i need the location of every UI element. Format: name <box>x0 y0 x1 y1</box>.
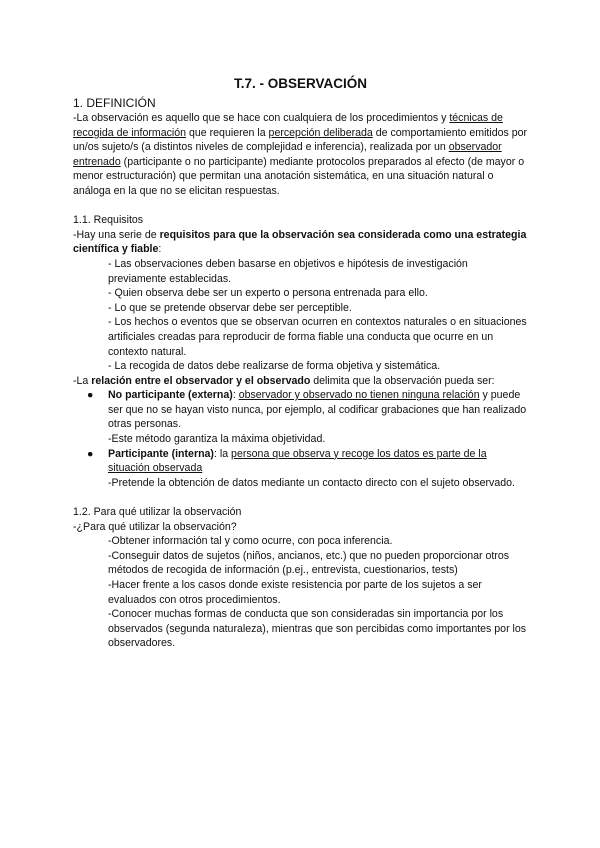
requisito-item: - Lo que se pretende observar debe ser perceptible. <box>108 301 352 314</box>
bullet-icon: ● <box>87 447 94 460</box>
definition-underline-observador: observador entrenado <box>73 141 502 168</box>
para-que-list <box>73 534 528 651</box>
bullet-icon: ● <box>87 389 94 402</box>
para-que-item: -Conseguir datos de sujetos (niños, ancianos, etc.) que no pueden proporcionar otros métodos de recogida de información (p.ej., entrevista, cuestionarios, tests) <box>108 549 510 577</box>
spacer <box>73 199 528 214</box>
definition-text: que requieren la <box>186 126 269 139</box>
definition-text: (participante o no participante) mediante protocolos preparados al efecto (de mayor o menor estructuración) que permitan una anotación sistemática, en una situación natural o análoga en la que no se elicitan respuestas. <box>73 155 525 197</box>
no-participante-label: No participante (externa) <box>108 389 233 402</box>
spacer <box>73 490 528 505</box>
participante-note: -Pretende la obtención de datos mediante un contacto directo con el sujeto observado. <box>108 476 515 489</box>
definition-paragraph <box>73 111 528 199</box>
document-page <box>73 75 528 651</box>
requisitos-intro <box>73 228 528 257</box>
participante-text <box>108 447 528 476</box>
no-participante-rest: y puede ser que no se hayan visto nunca, por ejemplo, al codificar grabaciones que han realizado otras personas. <box>108 389 527 431</box>
participante-underline: persona que observa y recoge los datos es parte de la situación observada <box>108 447 487 475</box>
relacion-bold: relación entre el observador y el observado <box>91 374 311 387</box>
requisito-item: - Los hechos o eventos que se observan ocurren en contextos naturales o en situaciones artificiales creadas para reproducir de forma fiable una conducta que ocurre en un contexto natural. <box>108 316 527 358</box>
requisito-item: - La recogida de datos debe realizarse de forma objetiva y sistemática. <box>108 360 441 373</box>
definition-underline-tecnicas: técnicas de recogida de información <box>73 112 503 139</box>
para-que-item: -Hacer frente a los casos donde existe resistencia por parte de los sujetos a ser evaluados con otros procedimientos. <box>108 579 482 606</box>
para-que-question: -¿Para qué utilizar la observación? <box>73 520 237 533</box>
no-participante-note: -Este método garantiza la máxima objetividad. <box>108 433 326 446</box>
requisito-item: - Las observaciones deben basarse en objetivos e hipótesis de investigación previamente establecidas. <box>108 257 468 285</box>
para-que-item: -Conocer muchas formas de conducta que son consideradas sin importancia por los observados (segunda naturaleza), mientras que son percibidas como importantes por los observadores. <box>108 608 527 650</box>
relacion-paragraph <box>73 374 528 389</box>
requisitos-intro-text: : <box>158 243 162 256</box>
para-que-item: -Obtener información tal y como ocurre, con poca inferencia. <box>108 535 393 548</box>
document-title: T.7. - OBSERVACIÓN <box>233 76 368 91</box>
requisitos-list <box>73 257 528 374</box>
participante-label: Participante (interna) <box>108 447 214 460</box>
separator: : <box>232 389 239 402</box>
definition-text: -La observación es aquello que se hace con cualquiera de los procedimientos y <box>73 112 450 124</box>
observation-types-list <box>73 388 528 490</box>
list-item-participante <box>73 447 528 491</box>
no-participante-text <box>108 388 528 432</box>
section-heading-definicion: 1. DEFINICIÓN <box>73 96 156 110</box>
requisito-item: - Quien observa debe ser un experto o persona entrenada para ello. <box>108 287 428 300</box>
requisitos-intro-text: -Hay una serie de <box>73 228 160 241</box>
requisitos-intro-bold: requisitos para que la observación sea considerada como una estrategia científica y fiable <box>73 228 527 256</box>
separator: : la <box>213 447 232 460</box>
list-item-no-participante <box>73 388 528 446</box>
definition-underline-percepcion: percepción deliberada <box>268 126 373 139</box>
section-heading-requisitos: 1.1. Requisitos <box>73 214 144 227</box>
definition-text: de comportamiento emitidos por un/os sujeto/s (a distintos niveles de complejidad e inferencia), realizada por un <box>73 126 528 154</box>
no-participante-underline: observador y observado no tienen ninguna relación <box>238 389 480 402</box>
relacion-text: -La <box>73 374 92 387</box>
relacion-text: delimita que la observación pueda ser: <box>310 374 495 387</box>
section-heading-para-que: 1.2. Para qué utilizar la observación <box>73 506 242 519</box>
